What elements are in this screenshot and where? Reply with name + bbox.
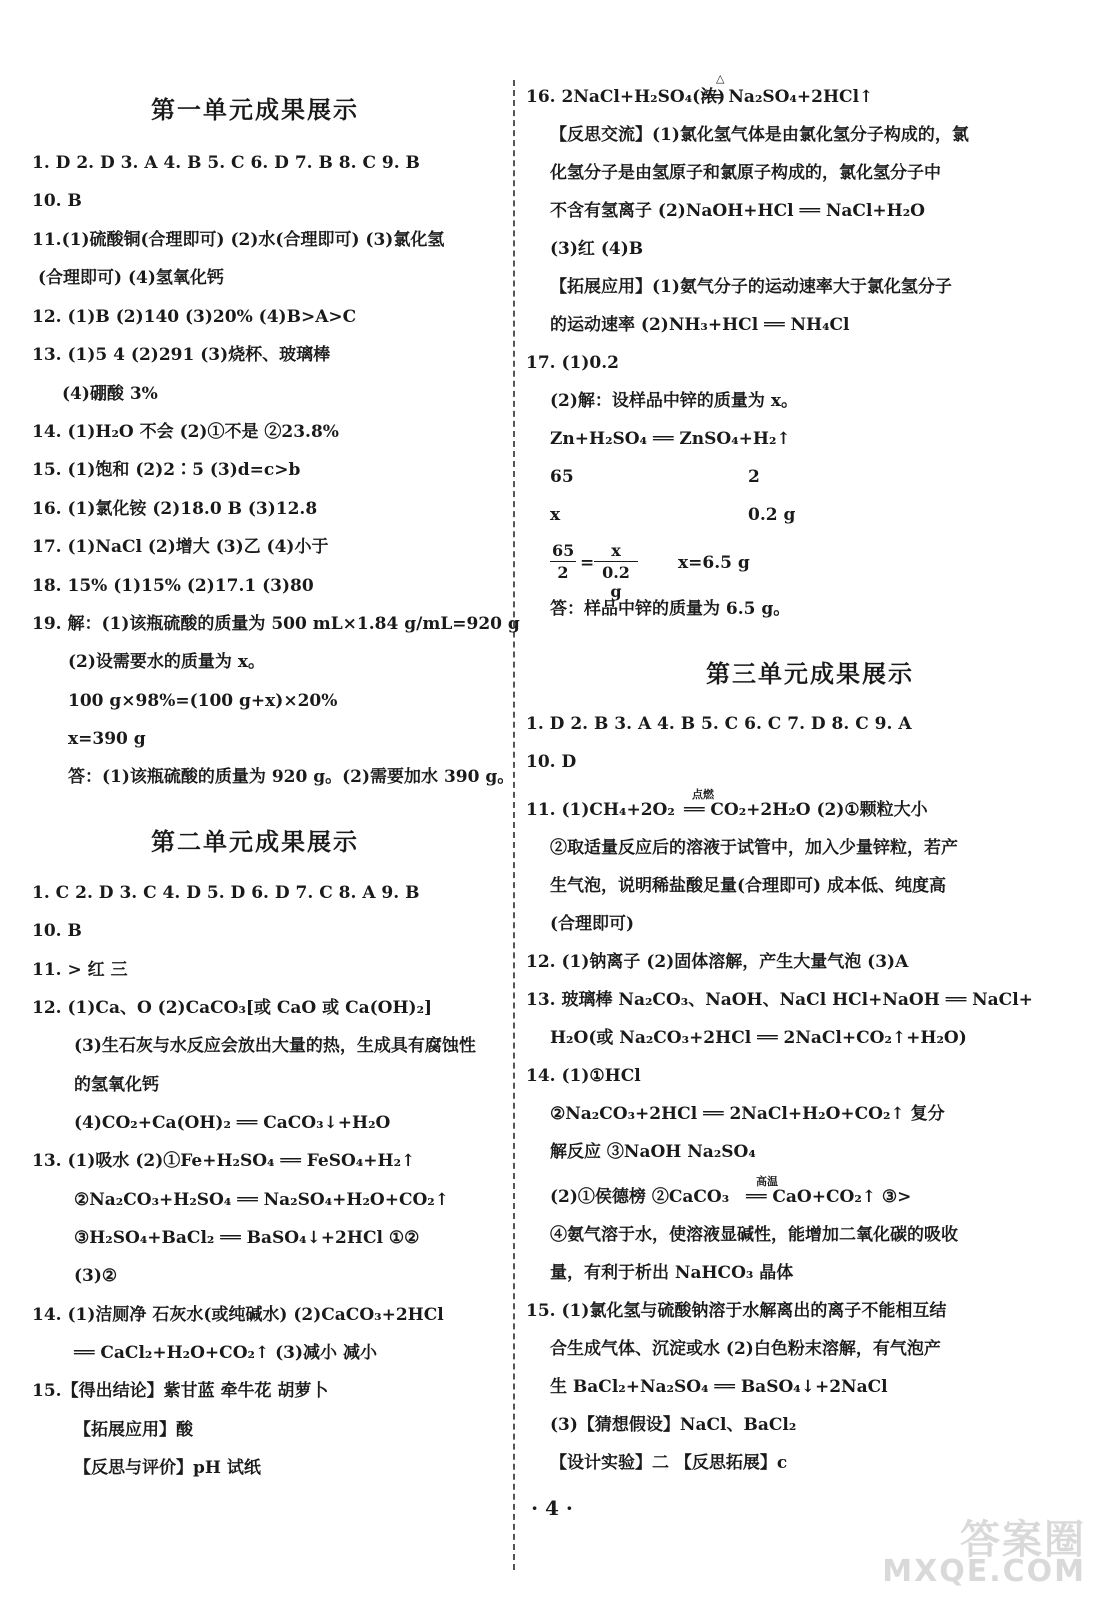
answer-line: 16. 2NaCl+H₂SO₄(浓) <box>526 87 726 107</box>
answer-line: x=6.5 g <box>678 553 750 573</box>
answer-line: ②Na₂CO₃+2HCl ══ 2NaCl+H₂O+CO₂↑ 复分 <box>550 1104 945 1124</box>
unit1-heading: 第一单元成果展示 <box>151 96 359 124</box>
fraction-numerator: 65 <box>552 541 575 560</box>
fraction-equals: = <box>580 553 595 573</box>
answer-line: ══ CaO+CO₂↑ ③> <box>746 1187 912 1207</box>
answer-line: H₂O(或 Na₂CO₃+2HCl ══ 2NaCl+CO₂↑+H₂O) <box>550 1028 967 1048</box>
answer-line: 15. (1)氯化氢与硫酸钠溶于水解离出的离子不能相互结 <box>526 1301 947 1321</box>
watermark-logo: 答案圈 <box>960 1517 1086 1563</box>
answer-line: 65 <box>550 467 574 487</box>
answer-line: 【拓展应用】(1)氨气分子的运动速率大于氯化氢分子 <box>550 277 952 297</box>
fraction-denominator: 0.2 g <box>602 563 630 601</box>
answer-line: 2 <box>748 467 760 487</box>
reaction-condition: △ <box>716 72 725 85</box>
answer-line: (3)红 (4)B <box>550 239 644 259</box>
answer-line: x=390 g <box>68 729 146 749</box>
answer-line: 100 g×98%=(100 g+x)×20% <box>68 691 338 711</box>
answer-line: ③H₂SO₄+BaCl₂ ══ BaSO₄↓+2HCl ①② <box>74 1228 420 1248</box>
answer-line: 合生成气体、沉淀或水 (2)白色粉末溶解，有气泡产 <box>550 1339 941 1359</box>
answer-line: 19. 解：(1)该瓶硫酸的质量为 500 mL×1.84 g/mL=920 g <box>32 614 520 634</box>
answer-line: 的运动速率 (2)NH₃+HCl ══ NH₄Cl <box>550 315 850 335</box>
answer-line: 13. (1)吸水 (2)①Fe+H₂SO₄ ══ FeSO₄+H₂↑ <box>32 1151 416 1171</box>
answer-line: 15.【得出结论】紫甘蓝 牵牛花 胡萝卜 <box>32 1381 329 1401</box>
fraction-denominator: 2 <box>557 563 569 582</box>
answer-line: 14. (1)洁厕净 石灰水(或纯碱水) (2)CaCO₃+2HCl <box>32 1305 444 1325</box>
answer-line: 【拓展应用】酸 <box>74 1420 193 1440</box>
unit3-heading: 第三单元成果展示 <box>706 660 914 688</box>
answer-line: 生 BaCl₂+Na₂SO₄ ══ BaSO₄↓+2NaCl <box>550 1377 888 1397</box>
answer-line: ══ Na₂SO₄+2HCl↑ <box>702 87 874 107</box>
answer-line: (4)CO₂+Ca(OH)₂ ══ CaCO₃↓+H₂O <box>74 1113 391 1133</box>
answer-line: 【反思与评价】pH 试纸 <box>74 1458 261 1478</box>
answer-line: 1. C 2. D 3. C 4. D 5. D 6. D 7. C 8. A 9. B <box>32 883 420 903</box>
answer-line: 14. (1)①HCl <box>526 1066 641 1086</box>
fraction-right <box>594 541 638 601</box>
answer-line: (2)①侯德榜 ②CaCO₃ <box>550 1187 730 1207</box>
answer-line: 解反应 ③NaOH Na₂SO₄ <box>550 1142 756 1162</box>
answer-line: 16. (1)氯化铵 (2)18.0 B (3)12.8 <box>32 499 318 519</box>
answer-line: 15. (1)饱和 (2)2∶5 (3)d=c>b <box>32 460 301 480</box>
answer-line: 11.(1)硫酸铜(合理即可) (2)水(合理即可) (3)氯化氢 <box>32 230 445 250</box>
answer-line: (3)② <box>74 1266 118 1286</box>
answer-line: (3)【猜想假设】NaCl、BaCl₂ <box>550 1415 797 1435</box>
watermark-url: MXQE.COM <box>882 1554 1086 1589</box>
answer-line: 17. (1)0.2 <box>526 353 619 373</box>
answer-line: ══ CO₂+2H₂O (2)①颗粒大小 <box>684 800 928 820</box>
answer-line: (2)解：设样品中锌的质量为 x。 <box>550 391 798 411</box>
answer-line: 答：样品中锌的质量为 6.5 g。 <box>550 599 791 619</box>
answer-line: 12. (1)Ca、O (2)CaCO₃[或 CaO 或 Ca(OH)₂] <box>32 998 433 1018</box>
answer-line: 10. B <box>32 921 82 941</box>
answer-line: (3)生石灰与水反应会放出大量的热，生成具有腐蚀性 <box>74 1036 476 1056</box>
fraction-left <box>550 541 576 582</box>
answer-line: 10. D <box>526 752 577 772</box>
answer-line: ══ CaCl₂+H₂O+CO₂↑ (3)减小 减小 <box>74 1343 377 1363</box>
column-divider <box>513 80 515 1570</box>
answer-line: 13. (1)5 4 (2)291 (3)烧杯、玻璃棒 <box>32 345 331 365</box>
answer-line: x <box>550 505 561 525</box>
answer-line: 11. > 红 三 <box>32 960 128 980</box>
answer-line: 10. B <box>32 191 82 211</box>
answer-line: 17. (1)NaCl (2)增大 (3)乙 (4)小于 <box>32 537 329 557</box>
page-number: · 4 · <box>531 1496 573 1520</box>
answer-line: 1. D 2. D 3. A 4. B 5. C 6. D 7. B 8. C 9. B <box>32 153 420 173</box>
answer-line: Zn+H₂SO₄ ══ ZnSO₄+H₂↑ <box>550 429 791 449</box>
unit2-heading: 第二单元成果展示 <box>151 828 359 856</box>
answer-line: 化氢分子是由氢原子和氯原子构成的，氯化氢分子中 <box>550 163 941 183</box>
answer-line: 18. 15% (1)15% (2)17.1 (3)80 <box>32 576 314 596</box>
fraction-numerator: x <box>594 541 638 562</box>
answer-line: 【设计实验】二 【反思拓展】c <box>550 1453 788 1473</box>
answer-line: 的氢氧化钙 <box>74 1075 159 1095</box>
answer-line: 14. (1)H₂O 不会 (2)①不是 ②23.8% <box>32 422 339 442</box>
answer-line: 不含有氢离子 (2)NaOH+HCl ══ NaCl+H₂O <box>550 201 925 221</box>
answer-line: 答：(1)该瓶硫酸的质量为 920 g。(2)需要加水 390 g。 <box>68 767 515 787</box>
reaction-condition: 点燃 <box>692 788 714 801</box>
answer-line: (合理即可) <box>550 914 635 934</box>
watermark <box>882 1508 1086 1589</box>
answer-line: 生气泡，说明稀盐酸足量(合理即可) 成本低、纯度高 <box>550 876 947 896</box>
answer-line: ④氨气溶于水，使溶液显碱性，能增加二氧化碳的吸收 <box>550 1225 958 1245</box>
answer-line: 12. (1)钠离子 (2)固体溶解，产生大量气泡 (3)A <box>526 952 909 972</box>
answer-line: 12. (1)B (2)140 (3)20% (4)B>A>C <box>32 307 357 327</box>
answer-line: (合理即可) (4)氢氧化钙 <box>38 268 224 288</box>
reaction-condition: 高温 <box>756 1175 778 1188</box>
answer-line: 1. D 2. B 3. A 4. B 5. C 6. C 7. D 8. C 9. A <box>526 714 912 734</box>
answer-line: ②取适量反应后的溶液于试管中，加入少量锌粒，若产 <box>550 838 958 858</box>
answer-line: (2)设需要水的质量为 x。 <box>68 652 265 672</box>
answer-line: (4)硼酸 3% <box>62 384 158 404</box>
answer-line: ②Na₂CO₃+H₂SO₄ ══ Na₂SO₄+H₂O+CO₂↑ <box>74 1190 449 1210</box>
answer-line: 13. 玻璃棒 Na₂CO₃、NaOH、NaCl HCl+NaOH ══ NaCl+ <box>526 990 1033 1010</box>
answer-line: 量，有利于析出 NaHCO₃ 晶体 <box>550 1263 794 1283</box>
answer-line: 11. (1)CH₄+2O₂ <box>526 800 675 820</box>
answer-line: 【反思交流】(1)氯化氢气体是由氯化氢分子构成的，氯 <box>550 125 969 145</box>
answer-line: 0.2 g <box>748 505 796 525</box>
